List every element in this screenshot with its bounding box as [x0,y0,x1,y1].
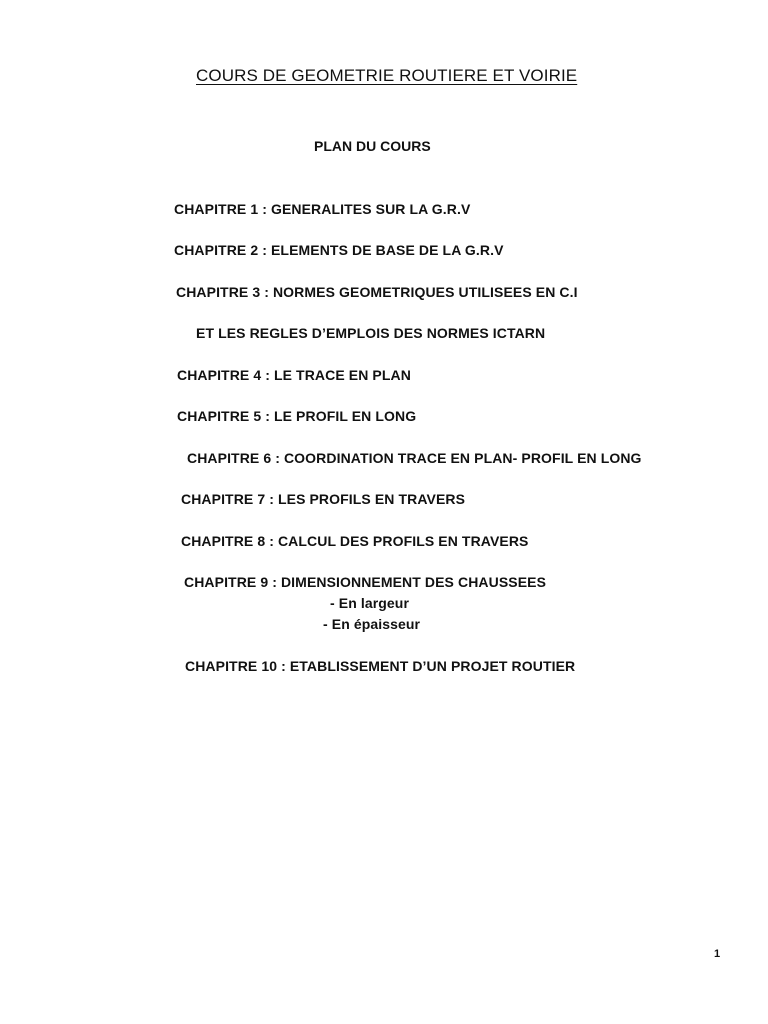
chapter-1-line: CHAPITRE 1 : GENERALITES SUR LA G.R.V [174,201,471,217]
chapter-4-line: CHAPITRE 4 : LE TRACE EN PLAN [177,367,411,383]
chapter-8-line: CHAPITRE 8 : CALCUL DES PROFILS EN TRAVERS [181,533,529,549]
chapter-9-line: CHAPITRE 9 : DIMENSIONNEMENT DES CHAUSSEES [184,574,547,590]
page-number: 1 [714,948,721,960]
chapter-10-line: CHAPITRE 10 : ETABLISSEMENT D’UN PROJET ROUTIER [185,658,576,674]
chapter-6-line: CHAPITRE 6 : COORDINATION TRACE EN PLAN- PROFIL EN LONG [187,450,642,466]
chapter-3-continuation: ET LES REGLES D’EMPLOIS DES NORMES ICTARN [196,325,546,341]
course-plan-heading: PLAN DU COURS [314,138,431,154]
chapter-9-width-item: - En largeur [330,595,409,611]
chapter-3-line: CHAPITRE 3 : NORMES GEOMETRIQUES UTILISEES EN C.I [176,284,578,300]
chapter-5-line: CHAPITRE 5 : LE PROFIL EN LONG [177,408,417,424]
chapter-2-line: CHAPITRE 2 : ELEMENTS DE BASE DE LA G.R.V [174,242,504,258]
chapter-7-line: CHAPITRE 7 : LES PROFILS EN TRAVERS [181,491,466,507]
chapter-9-thickness-item: - En épaisseur [323,616,421,632]
document-title: COURS DE GEOMETRIE ROUTIERE ET VOIRIE [196,66,578,85]
